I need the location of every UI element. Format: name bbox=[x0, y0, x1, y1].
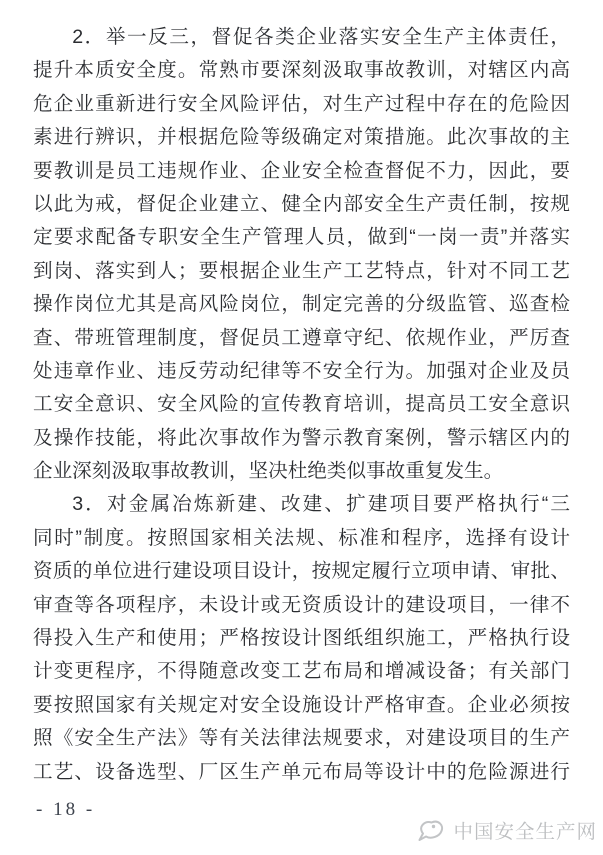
paragraph-3-line: 同时”制度。按照国家相关法规、标准和程序，选择有设计 bbox=[33, 526, 570, 549]
page-number: - 18 - bbox=[36, 799, 96, 820]
bird-logo-icon bbox=[415, 817, 447, 844]
paragraph-2-line: 素进行辨识，并根据危险等级确定对策措施。此次事故的主 bbox=[33, 126, 570, 149]
paragraph-3-line: 资质的单位进行建设项目设计，按规定履行立项申请、审批、 bbox=[33, 560, 570, 583]
paragraph-2-line: 定要求配备专职安全生产管理人员，做到“一岗一责”并落实 bbox=[33, 226, 570, 249]
paragraph-2-line: 提升本质安全度。常熟市要深刻汲取事故教训，对辖区内高 bbox=[33, 59, 570, 82]
paragraph-2-line: 及操作技能，将此次事故作为警示教育案例，警示辖区内的 bbox=[33, 426, 570, 449]
document-body bbox=[33, 21, 570, 789]
paragraph-2-line: 企业深刻汲取事故教训，坚决杜绝类似事故重复发生。 bbox=[33, 460, 504, 483]
paragraph-2-line: 到岗、落实到人；要根据企业生产工艺特点，针对不同工艺 bbox=[33, 259, 570, 282]
paragraph-2-line: 工安全意识、安全风险的宣传教育培训，提高员工安全意识 bbox=[33, 393, 570, 416]
paragraph-2-line: 处违章作业、违反劳动纪律等不安全行为。加强对企业及员 bbox=[33, 359, 570, 382]
paragraph-3-line: 3．对金属冶炼新建、改建、扩建项目要严格执行“三 bbox=[72, 493, 570, 516]
watermark bbox=[415, 816, 597, 844]
paragraph-2-line: 操作岗位尤其是高风险岗位，制定完善的分级监管、巡查检 bbox=[33, 293, 570, 316]
paragraph-2-line: 危企业重新进行安全风险评估，对生产过程中存在的危险因 bbox=[33, 92, 570, 115]
paragraph-3-line: 审查等各项程序，未设计或无资质设计的建设项目，一律不 bbox=[33, 593, 570, 616]
paragraph-3-line: 照《安全生产法》等有关法律法规要求，对建设项目的生产 bbox=[33, 727, 570, 750]
paragraph-3-line: 工艺、设备选型、厂区生产单元布局等设计中的危险源进行 bbox=[33, 760, 570, 783]
paragraph-3-line: 要按照国家有关规定对安全设施设计严格审查。企业必须按 bbox=[33, 693, 570, 716]
paragraph-2-line: 查、带班管理制度，督促员工遵章守纪、依规作业，严厉查 bbox=[33, 326, 570, 349]
paragraph-2-line: 以此为戒，督促企业建立、健全内部安全生产责任制，按规 bbox=[33, 192, 570, 215]
watermark-text: 中国安全生产网 bbox=[453, 821, 597, 843]
paragraph-3-line: 得投入生产和使用；严格按设计图纸组织施工，严格执行设 bbox=[33, 627, 570, 650]
paragraph-2-line: 2．举一反三，督促各类企业落实安全生产主体责任， bbox=[72, 26, 570, 48]
paragraph-3-line: 计变更程序，不得随意改变工艺布局和增减设备；有关部门 bbox=[33, 660, 570, 683]
paragraph-2-line: 要教训是员工违规作业、企业安全检查督促不力，因此，要 bbox=[33, 159, 570, 182]
